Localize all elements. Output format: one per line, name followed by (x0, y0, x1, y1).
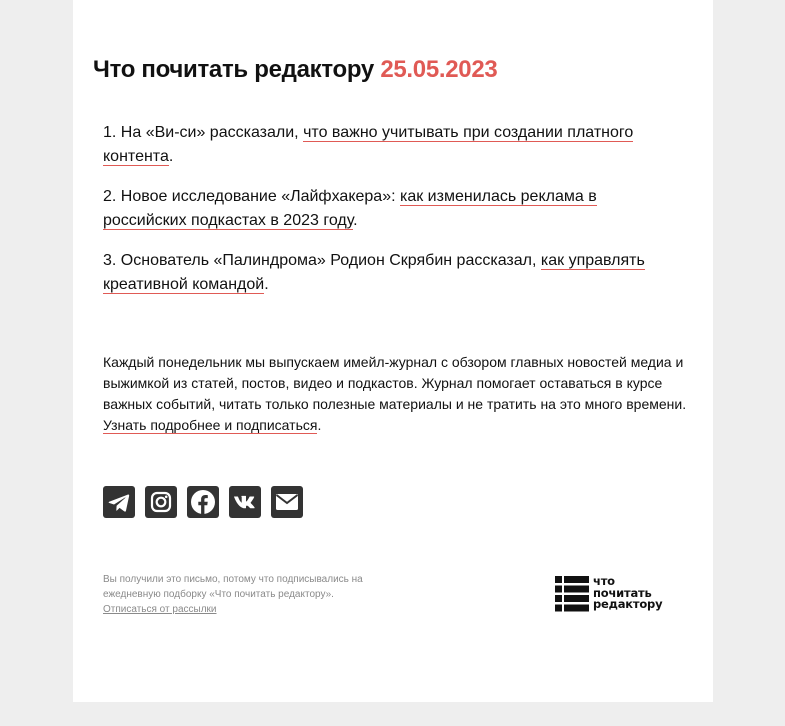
subscribe-link[interactable]: Узнать подробнее и подписаться (103, 417, 318, 433)
telegram-icon[interactable] (103, 486, 135, 518)
instagram-icon[interactable] (145, 486, 177, 518)
article-list (103, 121, 683, 313)
footer-note (103, 572, 393, 617)
newsletter-title (93, 56, 497, 84)
email-icon[interactable] (271, 486, 303, 518)
list-item: 3. Основатель «Палиндрома» Родион Скрябин рассказал, как управлять креативной командой. (103, 252, 645, 293)
title-text: Что почитать редактору (93, 56, 374, 83)
facebook-icon[interactable] (187, 486, 219, 518)
article-link[interactable]: что важно учитывать при создании платного контента (103, 124, 634, 165)
logo-wordmark: что почитать редактору (593, 574, 663, 611)
about-section (103, 352, 688, 436)
social-links (103, 486, 303, 518)
newsletter-card (73, 0, 713, 702)
list-item: 2. Новое исследование «Лайфхакера»: как изменилась реклама в российских подкастах в 2023 году. (103, 188, 597, 229)
logo-mark (555, 576, 589, 612)
footer-text: Вы получили это письмо, потому что подписывались на ежедневную подборку «Что почитать редактору». (103, 574, 363, 600)
brand-logo (555, 576, 685, 612)
unsubscribe-link[interactable]: Отписаться от рассылки (103, 604, 217, 615)
article-link[interactable]: как изменилась реклама в российских подкастах в 2023 году (103, 188, 597, 229)
list-item: 1. На «Ви-си» рассказали, что важно учитывать при создании платного контента. (103, 124, 634, 165)
article-link[interactable]: как управлять креативной командой (103, 252, 645, 293)
about-paragraph: Каждый понедельник мы выпускаем имейл-журнал с обзором главных новостей медиа и выжимкой из статей, постов, видео и подкастов. Журнал помогает оставаться в курсе важных событий, читать только полезные материалы и не тратить на это много времени. Узнать подробнее и подписаться. (103, 354, 687, 433)
issue-date: 25.05.2023 (380, 56, 498, 83)
vk-icon[interactable] (229, 486, 261, 518)
